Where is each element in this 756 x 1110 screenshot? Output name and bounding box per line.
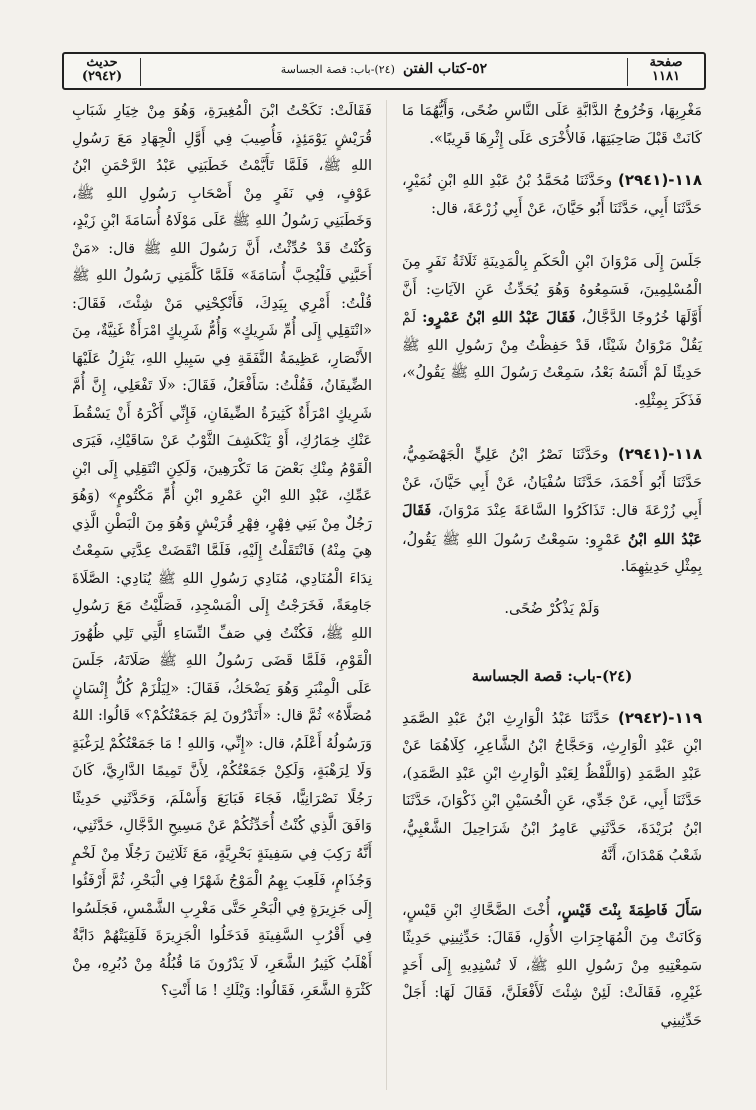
matn-text: أُخْتَ الضَّحَّاكِ ابْنِ قَيْسٍ، وَكَانَتْ مِنَ الْمُهَاجِرَاتِ الأُوَلِ، فَقَالَ: حَدِّثِينِي حَدِيثًا سَمِعْتِيهِ مِنْ رَسُولِ اللهِ ﷺ، لَا تُسْنِدِيهِ إِلَى أَحَدٍ غَيْرِهِ، فَقَالَتْ: لَئِنْ شِئْتَ لَأَفْعَلَنَّ، فَقَالَ لَهَا: أَجَلْ حَدِّثِينِي	[402, 902, 702, 1029]
right-column	[402, 98, 702, 1035]
hadith-label: حديث	[86, 55, 118, 70]
matn-2942-start	[402, 897, 702, 1036]
page-number-box	[636, 56, 696, 86]
isnad-text: حَدَّثَنَا عَبْدُ الْوَارِثِ ابْنُ عَبْدِ الصَّمَدِ ابْنِ عَبْدِ الْوَارِثِ، وَحَجَّاجُ ابْنُ الشَّاعِرِ، كِلَاهُمَا عَنْ عَبْدِ الصَّمَدِ (وَاللَّفْظُ لِعَبْدِ الْوَارِثِ ابْنِ عَبْدِ الصَّمَدِ)، حَدَّثَنَا أَبِي، عَنْ جَدِّي، عَنِ الْحُسَيْنِ ابْنِ ذَكْوَانَ، حَدَّثَنَا ابْنُ بُرَيْدَةَ، حَدَّثَنِي عَامِرُ ابْنُ شَرَاحِيلَ الشَّعْبِيُّ، شَعْبُ هَمْدَانَ، أَنَّهُ	[402, 710, 702, 864]
matn-2942-continued: فَقَالَتْ: نَكَحْتُ ابْنَ الْمُغِيرَةِ، وَهُوَ مِنْ خِيَارِ شَبَابِ قُرَيْشٍ يَوْمَئِذٍ، فَأُصِيبَ فِي أَوَّلِ الْجِهَادِ مَعَ رَسُولِ اللهِ ﷺ، فَلَمَّا تَأَيَّمْتُ خَطَبَنِي عَبْدُ الرَّحْمَنِ ابْنُ عَوْفٍ، فِي نَفَرٍ مِنْ أَصْحَابِ رَسُولِ اللهِ ﷺ، وَخَطَبَنِي رَسُولُ اللهِ ﷺ عَلَى مَوْلَاهُ أُسَامَةَ ابْنِ زَيْدٍ، وَكُنْتُ قَدْ حُدِّثْتُ، أَنَّ رَسُولَ اللهِ ﷺ قال: «مَنْ أَحَبَّنِي فَلْيُحِبَّ أُسَامَةَ» فَلَمَّا كَلَّمَنِي رَسُولُ اللهِ ﷺ قُلْتُ: أَمْرِي بِيَدِكَ، فَأَنْكِحْنِي مَنْ شِئْتَ، فَقَالَ: «انْتَقِلِي إِلَى أُمِّ شَرِيكٍ» وَأُمُّ شَرِيكٍ امْرَأَةٌ غَنِيَّةٌ، مِنَ الأَنْصَارِ، عَظِيمَةُ النَّفَقَةِ فِي سَبِيلِ اللهِ، يَنْزِلُ عَلَيْهَا الضِّيفَانُ، فَقُلْتُ: سَأَفْعَلُ، فَقَالَ: «لَا تَفْعَلِي، إِنَّ أُمَّ شَرِيكٍ امْرَأَةٌ كَثِيرَةُ الضِّيفَانِ، فَإِنِّي أَكْرَهُ أَنْ يَسْقُطَ عَنْكِ خِمَارُكِ، أَوْ يَنْكَشِفَ الثَّوْبُ عَنْ سَاقَيْكِ، فَيَرَى الْقَوْمُ مِنْكِ بَعْضَ مَا تَكْرَهِينَ، وَلَكِنِ انْتَقِلِي إِلَى ابْنِ عَمِّكِ، عَبْدِ اللهِ ابْنِ عَمْرِو ابْنِ أُمِّ مَكْتُومٍ» (وَهُوَ رَجُلٌ مِنْ بَنِي فِهْرٍ، فِهْرِ قُرَيْشٍ وَهُوَ مِنَ الْبَطْنِ الَّذِي هِيَ مِنْهُ) فَانْتَقَلْتُ إِلَيْهِ، فَلَمَّا انْقَضَتْ عِدَّتِي سَمِعْتُ نِدَاءَ الْمُنَادِي، مُنَادِي رَسُولِ اللهِ ﷺ يُنَادِي: الصَّلَاةَ جَامِعَةً، فَخَرَجْتُ إِلَى الْمَسْجِدِ، فَصَلَّيْتُ مَعَ رَسُولِ اللهِ ﷺ، فَكُنْتُ فِي صَفِّ النِّسَاءِ الَّتِي تَلِي ظُهُورَ الْقَوْمِ، فَلَمَّا قَضَى رَسُولُ اللهِ ﷺ صَلَاتَهُ، جَلَسَ عَلَى الْمِنْبَرِ وَهُوَ يَضْحَكُ، فَقَالَ: «لِيَلْزَمْ كُلُّ إِنْسَانٍ مُصَلَّاهُ» ثُمَّ قال: «أَتَدْرُونَ لِمَ جَمَعْتُكُمْ؟» قَالُوا: اللهُ وَرَسُولُهُ أَعْلَمُ، قال: «إِنِّي، وَاللهِ ! مَا جَمَعْتُكُمْ لِرَغْبَةٍ وَلَا لِرَهْبَةٍ، وَلَكِنْ جَمَعْتُكُمْ، لِأَنَّ تَمِيمًا الدَّارِيَّ، كَانَ رَجُلًا نَصْرَانِيًّا، فَجَاءَ فَبَايَعَ وَأَسْلَمَ، وَحَدَّثَنِي حَدِيثًا وَافَقَ الَّذِي كُنْتُ أُحَدِّثُكُمْ عَنْ مَسِيحِ الدَّجَّالِ، حَدَّثَنِي، أَنَّهُ رَكِبَ فِي سَفِينَةٍ بَحْرِيَّةٍ، مَعَ ثَلَاثِينَ رَجُلًا مِنْ لَخْمٍ وَجُذَامٍ، فَلَعِبَ بِهِمُ الْمَوْجُ شَهْرًا فِي الْبَحْرِ، ثُمَّ أَرْفَئُوا إِلَى جَزِيرَةٍ فِي الْبَحْرِ حَتَّى مَغْرِبِ الشَّمْسِ، فَجَلَسُوا فِي أَقْرُبِ السَّفِينَةِ فَدَخَلُوا الْجَزِيرَةَ فَلَقِيَتْهُمْ دَابَّةٌ أَهْلَبُ كَثِيرُ الشَّعَرِ، لَا يَدْرُونَ مَا قُبُلُهُ مِنْ دُبُرِهِ، مِنْ كَثْرَةِ الشَّعَرِ، فَقَالُوا: وَيْلَكِ ! مَا أَنْتِ؟	[72, 103, 372, 999]
hadith-number-box	[72, 56, 132, 86]
narrator-highlight: فَقَالَ عَبْدُ اللهِ ابْنُ عَمْرٍو:	[422, 309, 576, 326]
narrator-highlight: فَقَالَ عَبْدُ اللهِ ابْنُ	[402, 502, 702, 548]
hadith-note: وَلَمْ يَذْكُرْ ضُحًى.	[504, 600, 600, 617]
chapter-ref: (٢٤)-باب: قصة الجساسة	[280, 63, 395, 76]
page-number: ١١٨١	[652, 69, 680, 84]
hadith-number-label: ١١٩-(٢٩٤٢)	[617, 708, 702, 727]
hadith-number-label: ١١٨-(٢٩٤١)	[617, 445, 703, 463]
narrator-highlight: سَأَلَ فَاطِمَةَ بِنْتَ قَيْسٍ،	[556, 901, 702, 919]
matn-text: جَلَسَ إِلَى مَرْوَانَ ابْنِ الْحَكَمِ بِالْمَدِينَةِ ثَلَاثَةُ نَفَرٍ مِنَ الْمُسْلِمِينَ، فَسَمِعُوهُ وَهُوَ يُحَدِّثُ عَنِ الآيَاتِ: أَنَّ أَوَّلَهَا خُرُوجًا الدَّجَّالُ،	[402, 254, 702, 326]
column-separator	[386, 100, 387, 1090]
isnad-text: وحَدَّثَنَا مُحَمَّدُ بْنُ عَبْدِ اللهِ ابْنِ نُمَيْرٍ، حَدَّثَنَا أَبِي، حَدَّثَنَا أَبُو حَيَّانَ، عَنْ أَبِي زُرْعَةَ، قال:	[402, 173, 702, 217]
hadith-number: (٢٩٤٢)	[81, 69, 123, 84]
intro-paragraph: مَغْرِبِهَا، وَخُرُوجُ الدَّابَّةِ عَلَى النَّاسِ ضُحًى، وَأَيُّهُمَا مَا كَانَتْ قَبْلَ صَاحِبَتِهَا، فَالأُخْرَى عَلَى إِثْرِهَا قَرِيبًا».	[402, 103, 702, 147]
hadith-2941-a	[402, 167, 702, 223]
running-title	[214, 62, 554, 82]
chapter-title: (٢٤)-باب: قصة الجساسة	[471, 667, 633, 685]
page-header	[62, 52, 706, 90]
matn-text-end: لَمْ يَقُلْ مَرْوَانُ شَيْئًا، قَدْ حَفِظْتُ مِنْ رَسُولِ اللهِ ﷺ حَدِيثًا لَمْ أَنْسَهُ بَعْدُ، سَمِعْتُ رَسُولَ اللهِ ﷺ يَقُولُ»، فَذَكَرَ بِمِثْلِهِ.	[402, 310, 702, 409]
matn-2941-a	[402, 249, 702, 415]
matn-text: عَمْرٍو: سَمِعْتُ رَسُولَ اللهِ ﷺ يَقُولُ، بِمِثْلِ حَدِيثِهِمَا.	[402, 531, 702, 575]
hadith-2942	[402, 705, 702, 871]
header-divider-right	[627, 58, 628, 86]
left-column	[72, 98, 372, 1006]
isnad-text: وحَدَّثَنَا نَصْرُ ابْنُ عَلِيٍّ الْجَهْضَمِيُّ، حَدَّثَنَا أَبُو أَحْمَدَ، حَدَّثَنَا سُفْيَانُ، عَنْ أَبِي حَيَّانَ، عَنْ أَبِي زُرْعَةَ قال: تَذَاكَرُوا السَّاعَةَ عِنْدَ مَرْوَانَ،	[402, 447, 702, 519]
header-divider-left	[140, 58, 141, 86]
book-title: ٥٢-كتاب الفتن	[403, 61, 488, 77]
hadith-number-label: ١١٨-(٢٩٤١)	[617, 171, 702, 189]
page-label: صفحة	[649, 55, 683, 70]
hadith-2941-b	[402, 441, 702, 582]
